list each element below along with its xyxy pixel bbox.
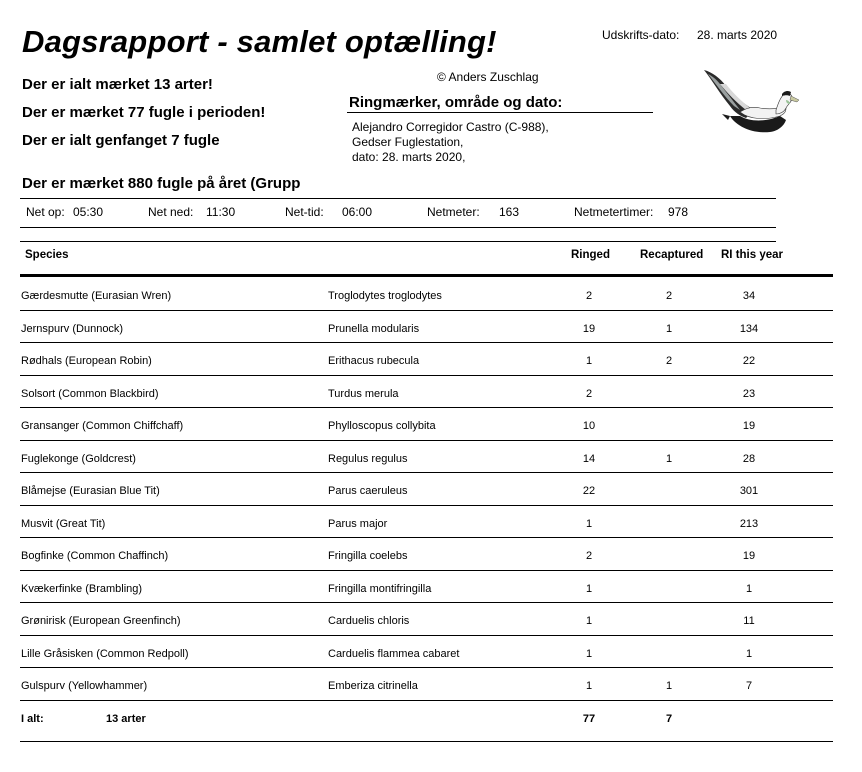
table-row xyxy=(0,668,862,700)
column-header-recaptured: Recaptured xyxy=(640,249,704,261)
year-total-count: 19 xyxy=(742,550,756,562)
year-total-count: 134 xyxy=(739,322,759,335)
ringed-count: 22 xyxy=(582,485,596,497)
species-latin-name: Fringilla montifringilla xyxy=(328,582,432,595)
summary-recaptured: Der er ialt genfanget 7 fugle xyxy=(22,132,220,149)
table-row xyxy=(0,343,862,375)
species-name: Gærdesmutte (Eurasian Wren) xyxy=(21,290,172,302)
copyright: © Anders Zuschlag xyxy=(437,70,539,84)
ringed-count: 10 xyxy=(582,420,596,432)
table-row xyxy=(0,408,862,440)
ringed-count: 2 xyxy=(585,290,593,302)
species-latin-name: Parus caeruleus xyxy=(328,485,408,497)
net-op-label: Net op: xyxy=(26,205,65,219)
species-latin-name: Carduelis flammea cabaret xyxy=(328,647,460,660)
year-total-count: 22 xyxy=(742,355,756,367)
table-header-bottom-divider xyxy=(20,274,833,277)
print-date-label: Udskrifts-dato: xyxy=(602,28,680,42)
table-row xyxy=(0,538,862,570)
table-row xyxy=(0,376,862,408)
table-row xyxy=(0,441,862,473)
net-ned-value: 11:30 xyxy=(206,205,236,219)
species-name: Grønirisk (European Greenfinch) xyxy=(21,615,181,627)
ringer-heading: Ringmærker, område og dato: xyxy=(349,94,563,111)
recaptured-count: 1 xyxy=(665,322,673,335)
species-latin-name: Prunella modularis xyxy=(328,322,420,335)
recaptured-count: 2 xyxy=(665,355,673,367)
ringed-count: 2 xyxy=(585,387,593,400)
table-row xyxy=(0,278,862,310)
netmeter-value: 163 xyxy=(499,205,520,219)
total-ringed: 77 xyxy=(582,712,596,725)
table-header-top-divider xyxy=(20,241,776,242)
species-latin-name: Phylloscopus collybita xyxy=(328,420,436,432)
ringer-location: Gedser Fuglestation, xyxy=(352,135,464,149)
year-total-count: 34 xyxy=(742,290,756,302)
species-latin-name: Troglodytes troglodytes xyxy=(328,290,442,302)
net-tid-value: 06:00 xyxy=(342,205,373,219)
net-ned-label: Net ned: xyxy=(148,205,194,219)
species-name: Musvit (Great Tit) xyxy=(21,517,106,530)
column-header-ri-this-year: RI this year xyxy=(721,249,783,261)
eider-duck-icon xyxy=(700,66,800,140)
ringer-divider xyxy=(347,112,653,113)
ringed-count: 1 xyxy=(585,615,593,627)
species-name: Jernspurv (Dunnock) xyxy=(21,322,124,335)
netmetertimer-value: 978 xyxy=(668,205,689,219)
table-row xyxy=(0,603,862,635)
summary-year-total: Der er mærket 880 fugle på året (Grupp xyxy=(22,175,301,192)
species-latin-name: Emberiza citrinella xyxy=(328,680,418,692)
year-total-count: 1 xyxy=(745,647,753,660)
print-date: 28. marts 2020 xyxy=(697,28,778,42)
species-latin-name: Regulus regulus xyxy=(328,452,408,465)
year-total-count: 7 xyxy=(745,680,753,692)
recaptured-count: 2 xyxy=(665,290,673,302)
stats-bottom-divider xyxy=(20,227,776,228)
report-title: Dagsrapport - samlet optælling! xyxy=(22,24,497,59)
recaptured-count: 1 xyxy=(665,680,673,692)
table-row xyxy=(0,506,862,538)
summary-species-count: Der er ialt mærket 13 arter! xyxy=(22,76,213,93)
table-row xyxy=(0,311,862,343)
table-row xyxy=(0,571,862,603)
year-total-count: 1 xyxy=(745,582,753,595)
ringed-count: 1 xyxy=(585,517,593,530)
species-latin-name: Turdus merula xyxy=(328,387,399,400)
ringed-count: 2 xyxy=(585,550,593,562)
species-name: Solsort (Common Blackbird) xyxy=(21,387,159,400)
year-total-count: 28 xyxy=(742,452,756,465)
species-latin-name: Fringilla coelebs xyxy=(328,550,408,562)
species-name: Bogfinke (Common Chaffinch) xyxy=(21,550,169,562)
summary-birds-ringed: Der er mærket 77 fugle i perioden! xyxy=(22,104,266,121)
ringed-count: 14 xyxy=(582,452,596,465)
species-name: Gulspurv (Yellowhammer) xyxy=(21,680,148,692)
ringed-count: 1 xyxy=(585,582,593,595)
column-header-ringed: Ringed xyxy=(571,249,610,261)
ringer-name: Alejandro Corregidor Castro (C-988), xyxy=(352,120,549,134)
total-recaptured: 7 xyxy=(665,712,673,725)
column-header-species: Species xyxy=(25,249,69,261)
year-total-count: 23 xyxy=(742,387,756,400)
ringed-count: 1 xyxy=(585,647,593,660)
net-op-value: 05:30 xyxy=(73,205,104,219)
ringed-count: 1 xyxy=(585,680,593,692)
ringer-date: dato: 28. marts 2020, xyxy=(352,150,466,164)
total-species-count: 13 arter xyxy=(106,712,146,725)
species-name: Fuglekonge (Goldcrest) xyxy=(21,452,136,465)
species-name: Gransanger (Common Chiffchaff) xyxy=(21,420,184,432)
ringed-count: 1 xyxy=(585,355,593,367)
stats-top-divider xyxy=(20,198,776,199)
species-latin-name: Parus major xyxy=(328,517,388,530)
year-total-count: 11 xyxy=(743,615,755,627)
species-name: Kvækerfinke (Brambling) xyxy=(21,582,143,595)
table-row xyxy=(0,473,862,505)
netmeter-label: Netmeter: xyxy=(427,205,480,219)
species-latin-name: Carduelis chloris xyxy=(328,615,410,627)
total-label: I alt: xyxy=(21,712,44,725)
recaptured-count: 1 xyxy=(665,452,673,465)
table-bottom-divider xyxy=(20,741,833,742)
year-total-count: 19 xyxy=(742,420,756,432)
year-total-count: 301 xyxy=(739,485,759,497)
netmetertimer-label: Netmetertimer: xyxy=(574,205,654,219)
year-total-count: 213 xyxy=(739,517,759,530)
species-name: Lille Gråsisken (Common Redpoll) xyxy=(21,647,189,660)
species-name: Rødhals (European Robin) xyxy=(21,355,152,367)
net-tid-label: Net-tid: xyxy=(285,205,324,219)
species-latin-name: Erithacus rubecula xyxy=(328,355,420,367)
species-name: Blåmejse (Eurasian Blue Tit) xyxy=(21,485,160,497)
table-total-row xyxy=(0,701,862,733)
ringed-count: 19 xyxy=(582,322,596,335)
table-row xyxy=(0,636,862,668)
